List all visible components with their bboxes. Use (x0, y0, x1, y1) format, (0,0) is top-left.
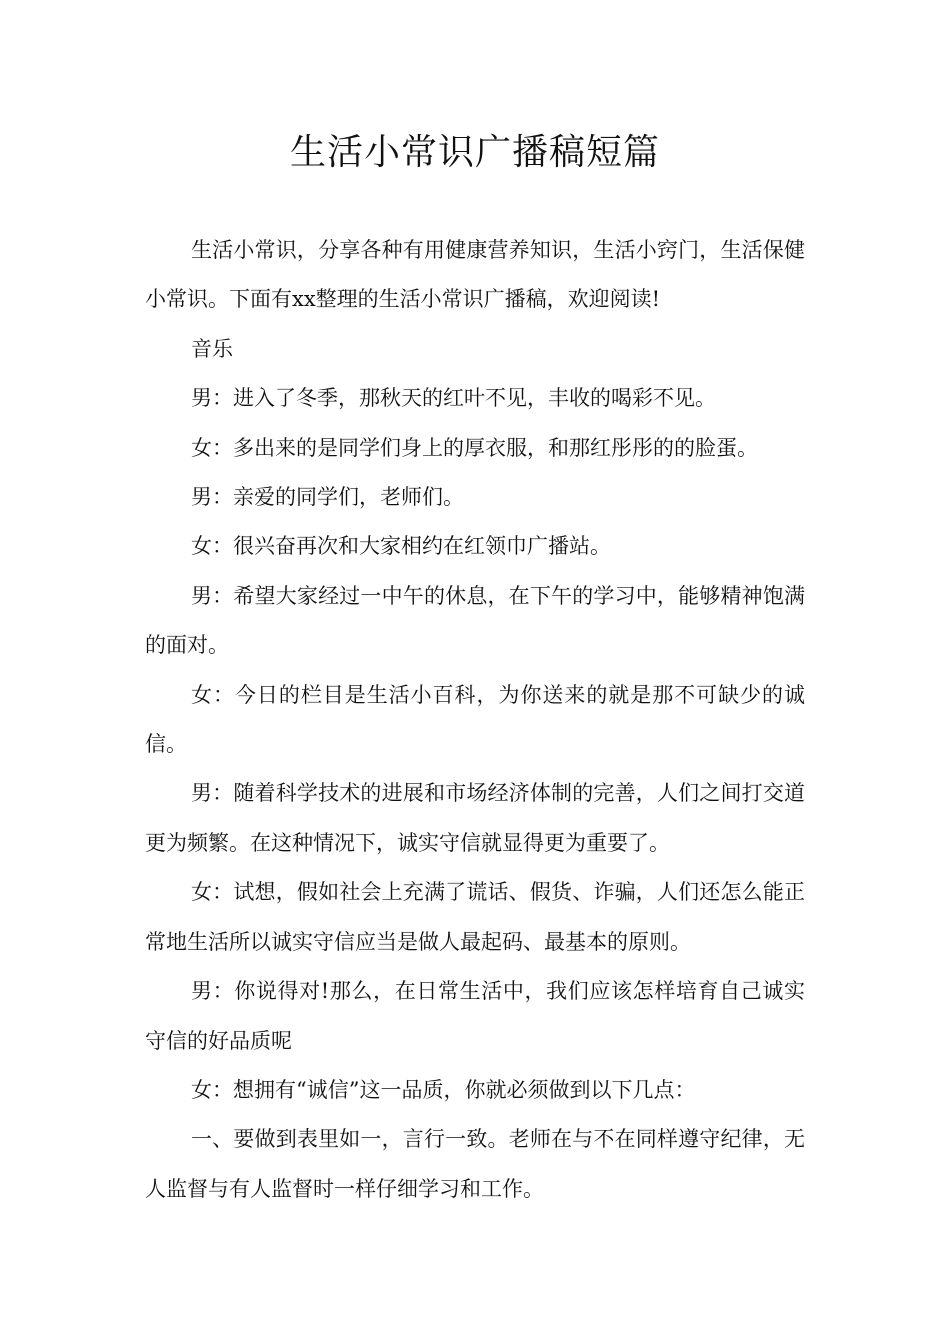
paragraph-dialogue: 女：很兴奋再次和大家相约在红领巾广播站。 (191, 534, 611, 559)
document-title: 生活小常识广播稿短篇 (289, 132, 660, 173)
paragraph-dialogue: 男：希望大家经过一中午的休息，在下午的学习中，能够精神饱满的面对。 (145, 583, 805, 658)
document-body (145, 226, 805, 1214)
paragraph-dialogue: 男：进入了冬季，那秋天的红叶不见，丰收的喝彩不见。 (191, 386, 716, 411)
paragraph-point-one: 一、要做到表里如一，言行一致。老师在与不在同样遵守纪律，无人监督与有人监督时一样仔细学习和工作。 (145, 1127, 805, 1201)
paragraph-dialogue: 女：多出来的是同学们身上的厚衣服，和那红彤彤的的脸蛋。 (191, 435, 758, 460)
paragraph-dialogue: 男：亲爱的同学们，老师们。 (191, 485, 464, 510)
paragraph-dialogue: 男：你说得对!那么，在日常生活中，我们应该怎样培育自己诚实守信的好品质呢 (145, 979, 805, 1053)
paragraph-dialogue: 女：想拥有“诚信”这一品质，你就必须做到以下几点： (191, 1077, 696, 1102)
paragraph-intro: 生活小常识，分享各种有用健康营养知识，生活小窍门，生活保健小常识。下面有xx整理的生活小常识广播稿，欢迎阅读! (145, 238, 805, 312)
paragraph-dialogue: 男：随着科学技术的进展和市场经济体制的完善，人们之间打交道更为频繁。在这种情况下，诚实守信就显得更为重要了。 (145, 781, 805, 855)
paragraph-dialogue: 女：今日的栏目是生活小百科，为你送来的就是那不可缺少的诚信。 (145, 682, 805, 757)
paragraph-dialogue: 女：试想，假如社会上充满了谎话、假货、诈骗，人们还怎么能正常地生活所以诚实守信应当是做人最起码、最基本的原则。 (145, 880, 805, 954)
paragraph-music: 音乐 (191, 336, 233, 361)
